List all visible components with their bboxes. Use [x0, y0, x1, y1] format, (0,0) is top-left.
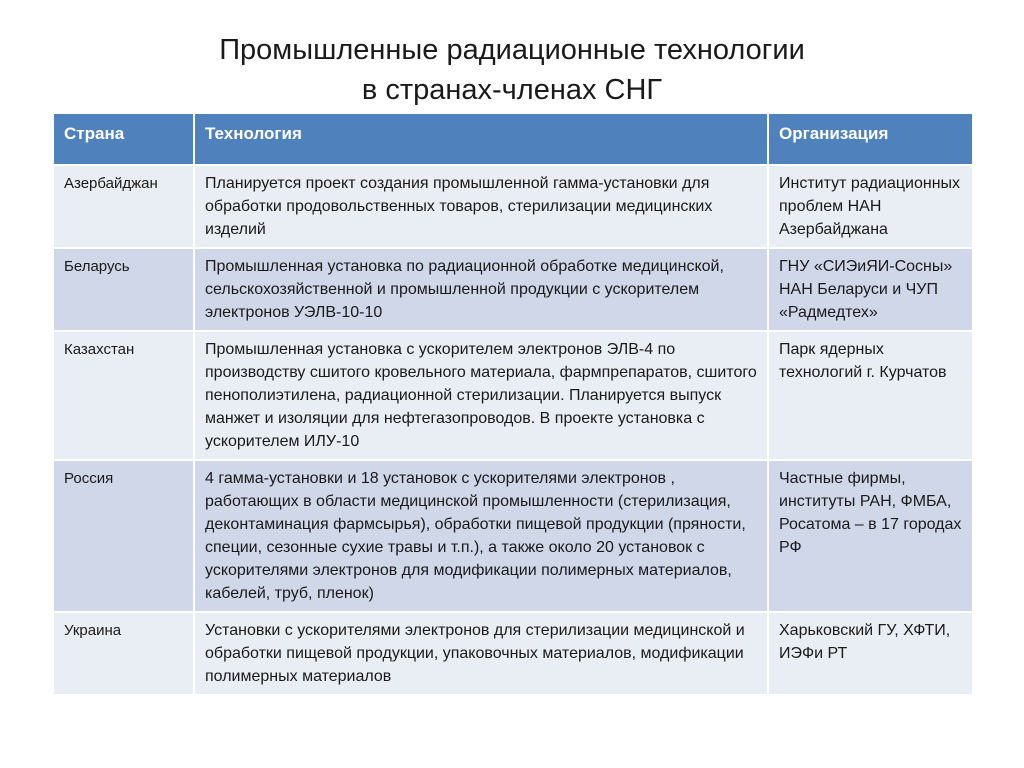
cell-technology: Промышленная установка по радиационной обработке медицинской, сельскохозяйственной и промышленной продукции с ускорителем электронов УЭЛВ-10-10	[194, 248, 768, 331]
table-row	[53, 331, 973, 460]
cell-country: Казахстан	[53, 331, 194, 460]
cell-technology: 4 гамма-установки и 18 установок с ускорителями электронов , работающих в области медицинской промышленности (стерилизация, деконтаминация фармсырья), обработки пищевой продукции (пряности, специи, сезонные сухие травы и т.п.), а также около 20 установок с ускорителями электронов для модификации полимерных материалов, кабелей, труб, пленок)	[194, 460, 768, 612]
slide-title	[0, 30, 1024, 110]
title-line-2: в странах-членах СНГ	[361, 74, 663, 106]
cell-country: Украина	[53, 612, 194, 695]
title-line-1: Промышленные радиационные технологии	[219, 34, 805, 66]
cell-organization: Институт радиационных проблем НАН Азербайджана	[768, 165, 973, 248]
cell-organization: ГНУ «СИЭиЯИ-Сосны» НАН Беларуси и ЧУП «Радмедтех»	[768, 248, 973, 331]
table-row	[53, 612, 973, 695]
cell-organization: Частные фирмы, институты РАН, ФМБА, Росатома – в 17 городах РФ	[768, 460, 973, 612]
header-country: Страна	[53, 113, 194, 165]
cell-country: Россия	[53, 460, 194, 612]
cell-organization: Парк ядерных технологий г. Курчатов	[768, 331, 973, 460]
technology-table	[52, 112, 974, 696]
header-technology: Технология	[194, 113, 768, 165]
table-row	[53, 165, 973, 248]
cell-technology: Установки с ускорителями электронов для стерилизации медицинской и обработки пищевой продукции, упаковочных материалов, модификации полимерных материалов	[194, 612, 768, 695]
header-organization: Организация	[768, 113, 973, 165]
cell-country: Азербайджан	[53, 165, 194, 248]
table-row	[53, 248, 973, 331]
cell-country: Беларусь	[53, 248, 194, 331]
cell-technology: Промышленная установка с ускорителем электронов ЭЛВ-4 по производству сшитого кровельного материала, фармпрепаратов, сшитого пенополиэтилена, радиационной стерилизации. Планируется выпуск манжет и изоляции для нефтегазопроводов. В проекте установка с ускорителем ИЛУ-10	[194, 331, 768, 460]
cell-technology: Планируется проект создания промышленной гамма-установки для обработки продовольственных товаров, стерилизации медицинских изделий	[194, 165, 768, 248]
table-row	[53, 460, 973, 612]
table-header-row	[53, 113, 973, 165]
cell-organization: Харьковский ГУ, ХФТИ, ИЭФи РТ	[768, 612, 973, 695]
